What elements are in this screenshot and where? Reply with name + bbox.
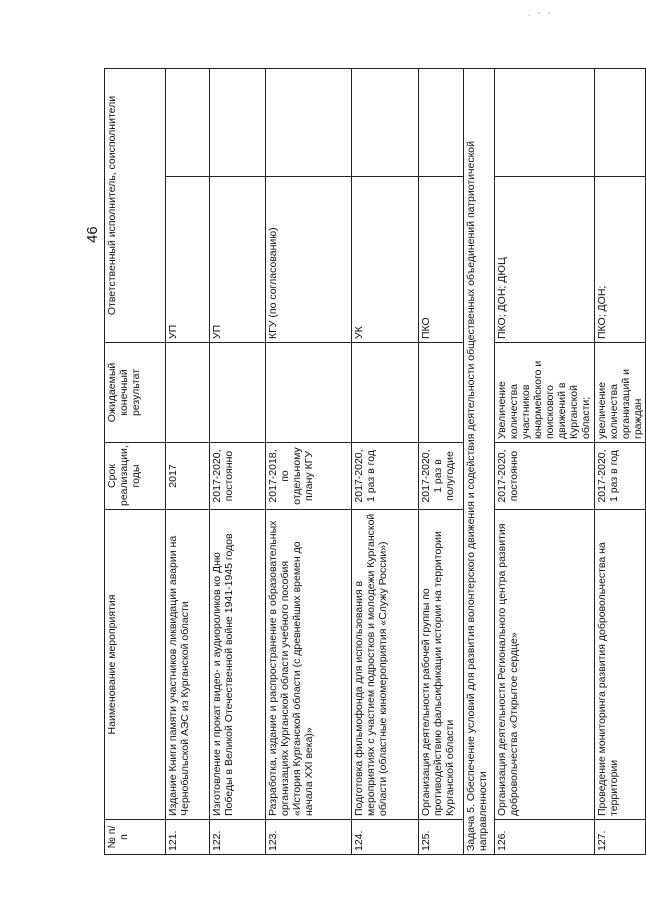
activities-table xyxy=(104,68,646,855)
rotated-table-container xyxy=(104,69,644,855)
row-num: 126. xyxy=(495,820,595,855)
row-responsible: ПКО; ДОН; xyxy=(594,177,645,343)
row-num: 121. xyxy=(166,820,210,855)
row-responsible: КГУ (по согласованию) xyxy=(266,177,352,343)
row-name: Разработка, издание и распространение в образовательных организациях Курганской области учебного пособия «История Курганской области (с древнейших времен до начала XXI века)» xyxy=(266,510,352,820)
header-name: Наименование мероприятия xyxy=(105,510,166,820)
table-row xyxy=(419,69,464,855)
row-name: Изготовление и прокат видео- и аудиороликов ко Дню Победы в Великой Отечественной войне 1941-1945 годов xyxy=(210,510,266,820)
row-coexec xyxy=(594,69,645,177)
table-row xyxy=(266,69,352,855)
row-num: 127. xyxy=(594,820,645,855)
row-coexec xyxy=(266,69,352,177)
row-result xyxy=(352,343,419,443)
table-row xyxy=(594,69,645,855)
table-row xyxy=(166,69,210,855)
row-responsible: УК xyxy=(352,177,419,343)
row-responsible: ПКО xyxy=(419,177,464,343)
row-result xyxy=(166,343,210,443)
row-coexec xyxy=(352,69,419,177)
row-coexec xyxy=(166,69,210,177)
row-coexec xyxy=(419,69,464,177)
row-result xyxy=(210,343,266,443)
row-term: 2017-2018, по отдельному плану КГУ xyxy=(266,443,352,510)
header-term: Срок реализации, годы xyxy=(105,443,166,510)
row-coexec xyxy=(495,69,595,177)
table-row xyxy=(210,69,266,855)
task-row xyxy=(464,69,495,855)
page-number: 46 xyxy=(84,226,101,243)
row-term: 2017-2020, 1 раз в год xyxy=(594,443,645,510)
task-heading: Задача 5. Обеспечение условий для развития волонтерского движения и содействия деятельности общественных объединений патриотической направленности xyxy=(464,69,495,855)
table-row xyxy=(495,69,595,855)
row-term: 2017-2020, постоянно xyxy=(210,443,266,510)
row-term: 2017 xyxy=(166,443,210,510)
header-result: Ожидаемый конечный результат xyxy=(105,343,166,443)
row-responsible: ПКО; ДОН; ДЮЦ xyxy=(495,177,595,343)
row-num: 124. xyxy=(352,820,419,855)
row-name: Издание Книги памяти участников ликвидации аварии на Чернобыльской АЭС из Курганской области xyxy=(166,510,210,820)
row-name: Организация деятельности рабочей группы по противодействию фальсификации истории на территории Курганской области xyxy=(419,510,464,820)
row-num: 123. xyxy=(266,820,352,855)
row-coexec xyxy=(210,69,266,177)
header-num: № п/п xyxy=(105,820,166,855)
row-result: увеличение количества организаций и граждан xyxy=(594,343,645,443)
row-name: Проведение мониторинга развития добровольчества на территории xyxy=(594,510,645,820)
row-result xyxy=(266,343,352,443)
row-responsible: УП xyxy=(166,177,210,343)
row-name: Подготовка фильмофонда для использования в мероприятиях с участием подростков и молодежи Курганской области (областные киномероприятия «Служу России») xyxy=(352,510,419,820)
table-row xyxy=(352,69,419,855)
row-result: Увеличение количества участников юнармейского и поискового движений в Курганской области; xyxy=(495,343,595,443)
scan-mark: . - - xyxy=(528,8,553,19)
header-responsible: Ответственный исполнитель, соисполнители xyxy=(105,69,166,343)
row-num: 122. xyxy=(210,820,266,855)
row-responsible: УП xyxy=(210,177,266,343)
row-term: 2017-2020, 1 раз в год xyxy=(352,443,419,510)
row-num: 125. xyxy=(419,820,464,855)
row-term: 2017-2020, постоянно xyxy=(495,443,595,510)
row-result xyxy=(419,343,464,443)
table-header-row xyxy=(105,69,166,855)
row-term: 2017-2020, 1 раз в полугодие xyxy=(419,443,464,510)
row-name: Организация деятельности Регионального центра развития добровольчества «Открытое сердце» xyxy=(495,510,595,820)
